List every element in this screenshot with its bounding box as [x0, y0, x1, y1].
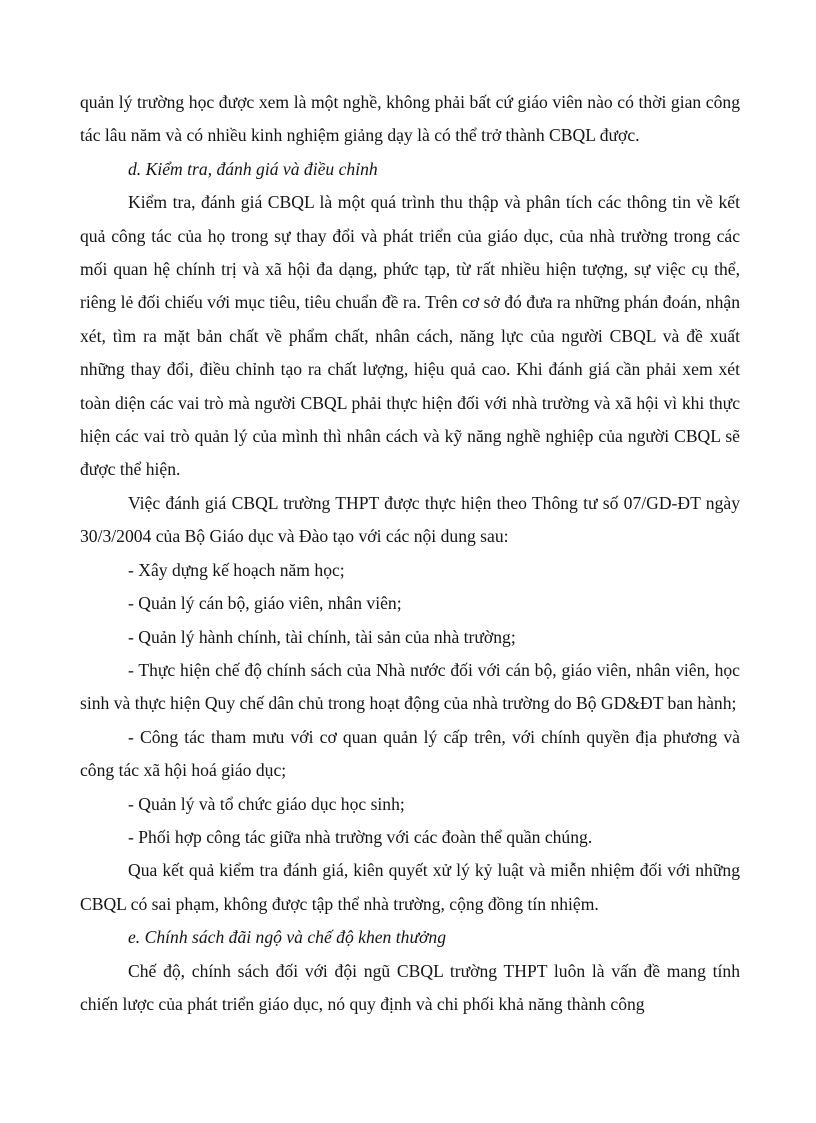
paragraph: Chế độ, chính sách đối với đội ngũ CBQL trường THPT luôn là vấn đề mang tính chiến lược của phát triển giáo dục, nó quy định và chi phối khả năng thành công — [80, 960, 740, 1014]
list-item: - Thực hiện chế độ chính sách của Nhà nước đối với cán bộ, giáo viên, nhân viên, học sinh và thực hiện Quy chế dân chủ trong hoạt động của nhà trường do Bộ GD&ĐT ban hành; — [80, 659, 740, 714]
paragraph: Việc đánh giá CBQL trường THPT được thực hiện theo Thông tư số 07/GD-ĐT ngày 30/3/2004 của Bộ Giáo dục và Đào tạo với các nội dung sau: — [80, 492, 740, 547]
list-item: - Quản lý cán bộ, giáo viên, nhân viên; — [128, 593, 402, 614]
list-item: - Quản lý và tổ chức giáo dục học sinh; — [128, 793, 405, 814]
list-item: - Quản lý hành chính, tài chính, tài sản của nhà trường; — [128, 626, 516, 647]
paragraph-continuation: quản lý trường học được xem là một nghề, không phải bất cứ giáo viên nào có thời gian công tác lâu năm và có nhiều kinh nghiệm giảng dạy là có thể trở thành CBQL được. — [80, 92, 740, 146]
section-heading-e: e. Chính sách đãi ngộ và chế độ khen thưởng — [128, 927, 447, 948]
document-body — [80, 86, 740, 1021]
paragraph: Qua kết quả kiểm tra đánh giá, kiên quyết xử lý kỷ luật và miễn nhiệm đối với những CBQL có sai phạm, không được tập thể nhà trường, cộng đồng tín nhiệm. — [80, 860, 740, 914]
list-item: - Công tác tham mưu với cơ quan quản lý cấp trên, với chính quyền địa phương và công tác xã hội hoá giáo dục; — [80, 726, 740, 781]
list-item: - Phối hợp công tác giữa nhà trường với các đoàn thể quần chúng. — [128, 826, 593, 847]
paragraph: Kiểm tra, đánh giá CBQL là một quá trình thu thập và phân tích các thông tin về kết quả công tác của họ trong sự thay đổi và phát triển của giáo dục, của nhà trường trong các mối quan hệ chính trị và xã hội đa dạng, phức tạp, từ rất nhiều hiện tượng, sự việc cụ thể, riêng lẻ đối chiếu với mục tiêu, tiêu chuẩn đề ra. Trên cơ sở đó đưa ra những phán đoán, nhận xét, tìm ra mặt bản chất về phẩm chất, nhân cách, năng lực của người CBQL và đề xuất những thay đổi, điều chỉnh tạo ra chất lượng, hiệu quả cao. Khi đánh giá cần phải xem xét toàn diện các vai trò mà người CBQL phải thực hiện đối với nhà trường và xã hội vì khi thực hiện các vai trò quản lý của mình thì nhân cách và kỹ năng nghề nghiệp của người CBQL sẽ được thể hiện. — [80, 192, 740, 480]
section-heading-d: d. Kiểm tra, đánh giá và điều chỉnh — [128, 158, 378, 179]
list-item: - Xây dựng kế hoạch năm học; — [128, 559, 345, 580]
